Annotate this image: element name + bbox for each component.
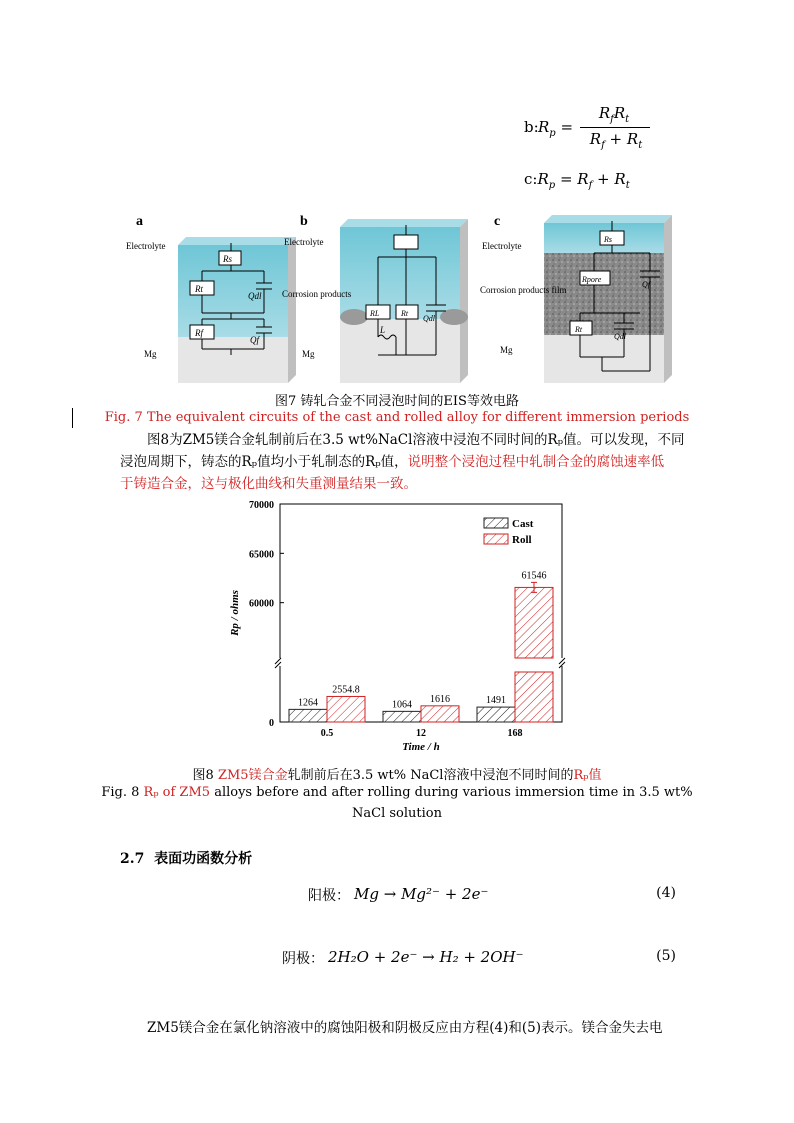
figure-7-circuits [120, 205, 680, 387]
svg-text:Qf: Qf [642, 280, 650, 289]
svg-text:Rs: Rs [223, 254, 232, 264]
legend-label-cast: Cast [512, 518, 534, 530]
svg-text:Qdl: Qdl [248, 291, 262, 301]
svg-text:Electrolyte: Electrolyte [126, 241, 166, 251]
svg-text:Mg: Mg [302, 349, 315, 359]
figure-8-caption-cn: 图8 ZM5镁合金轧制前后在3.5 wt% NaCl溶液中浸泡不同时间的Rₚ值 [192, 768, 602, 783]
figure-8-caption-en: Fig. 8 Rₚ of ZM5 alloys before and after rolling during various immersion time in 3.5 wt% [101, 785, 693, 800]
svg-text:Rs: Rs [604, 235, 612, 244]
figure-7-caption-en: Fig. 7 The equivalent circuits of the cast and rolled alloy for different immersion periods [104, 410, 690, 425]
bar-roll-168-lower [515, 672, 553, 722]
paragraph-1: 图8为ZM5镁合金轧制前后在3.5 wt%NaCl溶液中浸泡不同时间的Rₚ值。可以发现，不同 浸泡周期下，铸态的Rₚ值均小于轧制态的Rₚ值，说明整个浸泡过程中轧制合金的腐蚀速率低 于铸造合金，这与极化曲线和失重测量结果一致。 [120, 432, 685, 492]
y-axis-label: Rp / ohms [229, 590, 241, 636]
panel-b [282, 214, 468, 383]
data-label: 1264 [298, 697, 318, 709]
svg-text:Qdl: Qdl [614, 332, 626, 341]
text-cursor [72, 408, 73, 428]
svg-text:Rf: Rf [195, 328, 203, 338]
svg-text:Qdl: Qdl [423, 314, 435, 323]
legend-swatch-roll [484, 534, 508, 544]
bar-roll-168 [515, 587, 553, 658]
svg-text:Electrolyte: Electrolyte [284, 237, 324, 247]
svg-text:RL: RL [370, 309, 380, 318]
svg-text:Rt: Rt [575, 325, 583, 334]
axis-break-gap [276, 658, 566, 666]
bar-cast-0.5 [289, 709, 327, 722]
panel-a [126, 214, 296, 383]
svg-text:b: b [300, 214, 308, 229]
svg-text:Electrolyte: Electrolyte [482, 241, 522, 251]
figure-7-caption-cn: 图7 铸轧合金不同浸泡时间的EIS等效电路 [275, 394, 519, 409]
figure-8-caption-en-line2: NaCl solution [352, 806, 442, 821]
x-axis-label: Time / h [402, 741, 440, 753]
data-label: 1616 [430, 693, 450, 705]
svg-text:Rt: Rt [401, 309, 409, 318]
x-tick-label: 0.5 [320, 728, 334, 739]
data-label: 1491 [486, 695, 506, 707]
svg-text:Qf: Qf [250, 335, 259, 345]
data-label: 2554.8 [332, 684, 360, 696]
section-heading: 2.7 表面功函数分析 [120, 851, 253, 867]
svg-text:Corrosion products film: Corrosion products film [480, 285, 567, 295]
equation-4: 阳极： Mg → Mg²⁻ + 2e⁻ (4) [308, 885, 676, 904]
equation-c: $c:R_p = R_f + R_t$ [524, 170, 630, 191]
legend-label-roll: Roll [512, 534, 532, 546]
bar-roll-0.5 [327, 696, 365, 722]
paragraph-2: ZM5镁合金在氯化钠溶液中的腐蚀阳极和阴极反应由方程(4)和(5)表示。镁合金失去电 [147, 1020, 663, 1036]
svg-text:Mg: Mg [144, 349, 157, 359]
y-tick-label: 0 [269, 718, 274, 729]
x-tick-label: 12 [416, 728, 426, 739]
data-label: 1064 [392, 699, 412, 711]
svg-text:Mg: Mg [500, 345, 513, 355]
svg-text:Rpore: Rpore [582, 275, 602, 284]
bar-cast-12 [383, 711, 421, 722]
panel-c [480, 214, 672, 383]
y-tick-label: 65000 [249, 549, 274, 561]
y-tick-label: 60000 [249, 598, 274, 610]
y-tick-label: 70000 [249, 500, 274, 511]
legend-swatch-cast [484, 518, 508, 528]
figure-8-chart [222, 494, 582, 756]
svg-text:c: c [494, 214, 501, 229]
bar-cast-168 [477, 707, 515, 722]
svg-text:Corrosion products: Corrosion products [282, 289, 352, 299]
svg-text:Rt: Rt [195, 284, 203, 294]
x-tick-label: 168 [507, 728, 523, 739]
bar-roll-12 [421, 706, 459, 722]
svg-text:a: a [136, 214, 143, 229]
equation-5: 阴极： 2H₂O + 2e⁻ → H₂ + 2OH⁻ (5) [282, 948, 676, 967]
svg-text:L: L [380, 325, 386, 335]
data-label: 61546 [521, 570, 547, 582]
